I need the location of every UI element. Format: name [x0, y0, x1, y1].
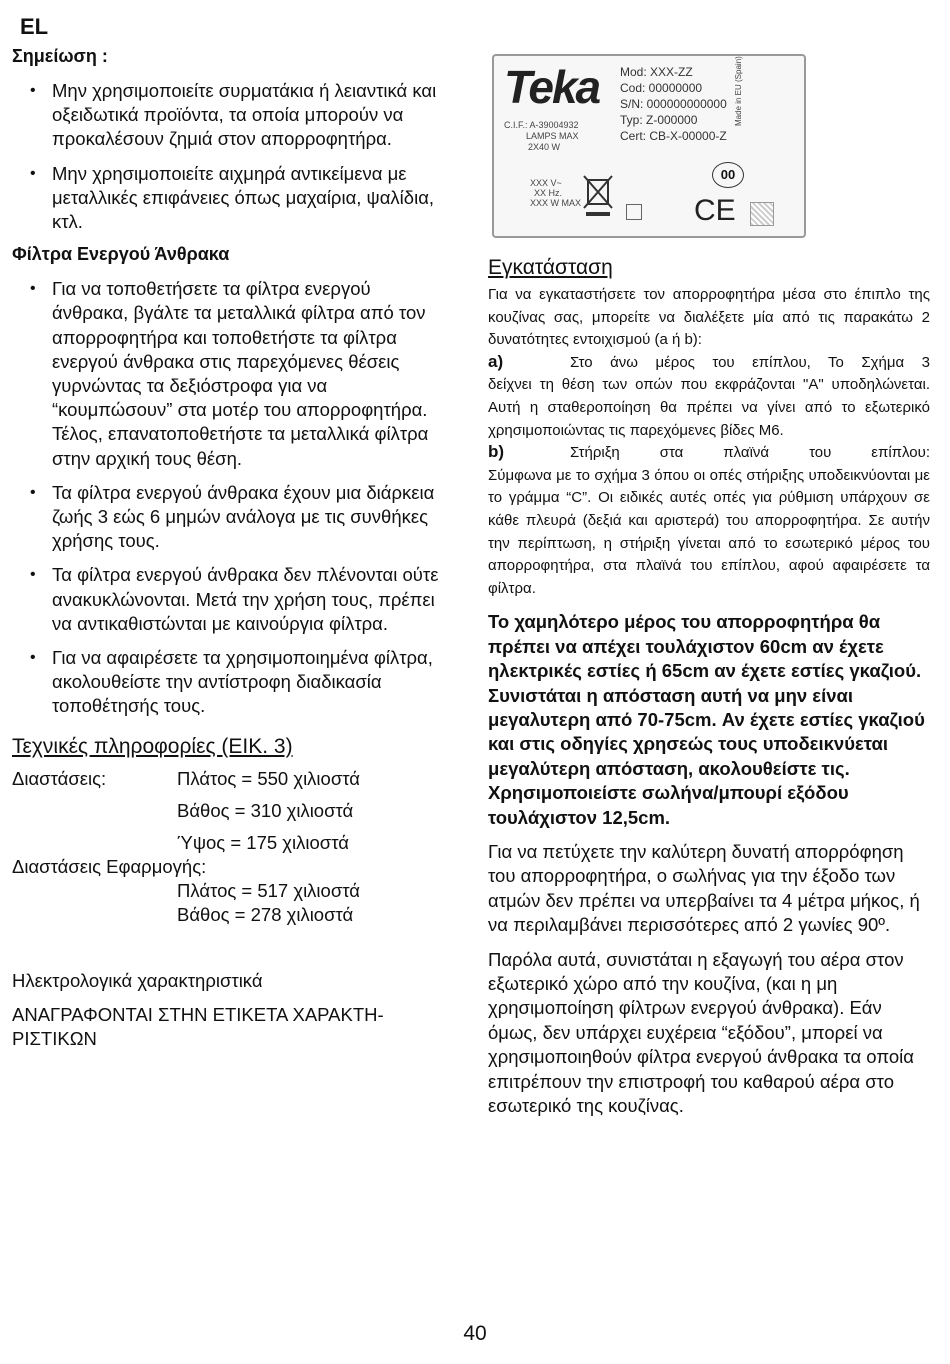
duct-paragraph: Για να πετύχετε την καλύτερη δυνατή απορρόφηση του απορροφητήρα, ο σωλήνας για την έξοδο των ατμών δεν πρέπει να υπερβαίνει τα 4 μέτρα μήκος, ή να περιλαμβάνει περισσότερες από 2 γωνίες 90º. — [488, 840, 920, 936]
cert-text: Cert: CB-X-00000-Z — [620, 129, 727, 143]
option-a-label: a) — [488, 351, 504, 371]
clearance-warning: Το χαμηλότερο μέρος του απορροφητήρα θα πρέπει να απέχει τουλάχιστον 60cm αν έχετε ηλεκτρικές εστίες ή 65cm αν έχετε εστίες γκαζιού. Συνιστάται η απόσταση αυτή να μην είναι μεγαλυτερη από 70-75cm. Αν έχετε εστίες γκαζιού και στις οδηγίες χρησεώς τους υποδεικνύεται μεγαλύτερη απόσταση, ακολουθείστε τις. Χρησιμοποιείστε σωλήνα/μπουρί εξόδου τουλάχιστον 12,5cm. — [488, 611, 925, 828]
list-item: • Τα φίλτρα ενεργού άνθρακα έχουν μια διάρκεια ζωής 3 εώς 6 μημών ανάλογα με τις συνθήκες χρήσης τους. — [12, 481, 452, 554]
app-depth-value: Βάθος = 278 χιλιοστά — [177, 903, 354, 925]
list-item: • Για να τοποθετήσετε τα φίλτρα ενεργού άνθρακα, βγάλτε τα μεταλλικά φίλτρα από τον απορροφητήρα και τοποθετήστε τα φίλτρα ενεργού άνθρακα στις παρεχόμενες θέσεις γυρνώντας τα δεξιόστροφα για να “κουμπώσουν” στα μοτέρ του απορροφητήρα. Τέλος, επανατοποθετήστε τα μεταλλικά φίλτρα στην αρχική τους θέση. — [12, 277, 452, 471]
note-list — [12, 79, 452, 234]
install-intro: Για να εγκαταστήσετε τον απορροφητήρα μέσα στο έπιπλο της κουζίνας σας, μπορείτε να διαλέξετε μία από τις παρακάτω 2 δυνατότητες εντοιχισμού (a ή b): — [488, 286, 930, 349]
note-title: Σημείωση : — [12, 46, 108, 66]
height-value: Ύψος = 175 χιλιοστά — [177, 831, 349, 853]
spec-block — [12, 767, 452, 927]
extraction-paragraph: Παρόλα αυτά, συνιστάται η εξαγωγή του αέρα στον εξωτερικό χώρο από την κουζίνα, (και η μη χρησιμοποίηση φίλτρων ενεργού άνθρακα). Εάν όμως, δεν υπάρχει ευχέρεια “εξόδου”, μπορεί να χρησιμοποιηθούν φίλτρα ενεργού άνθρακα τα οποία επιτρέπουν την επιστροφή του καθαρού αέρα στο εσωτερικό της κουζίνας. — [488, 948, 914, 1117]
left-column — [12, 46, 452, 1051]
tech-title: Τεχνικές πληροφορίες (ΕΙΚ. 3) — [12, 734, 293, 758]
list-item: • Μην χρησιμοποιείτε αιχμηρά αντικείμενα με μεταλλικές επιφάνειες όπως μαχαίρια, ψαλίδια, κτλ. — [12, 162, 452, 235]
electrical-title: Ηλεκτρολογικά χαρακτηριστικά — [12, 969, 263, 991]
width-value: Πλάτος = 550 χιλιοστά — [177, 767, 360, 789]
qr-icon — [750, 202, 774, 226]
depth-value: Βάθος = 310 χιλιοστά — [177, 799, 354, 821]
dims-label: Διαστάσεις: — [12, 767, 107, 789]
option-a-text: δείχνει τη θέση των οπών που εκφράζονται "A" υποδηλώνεται. Αυτή η σταθεροποίηση θα πρέπει να γίνει από το εξωτερικό χρησιμοποιώντας τις παρεχόμενες βίδες M6. — [488, 376, 930, 439]
lamps-value: 2X40 W — [528, 142, 561, 152]
cod-text: Cod: 00000000 — [620, 81, 703, 95]
sn-text: S/N: 000000000000 — [620, 97, 727, 111]
filters-title: Φίλτρα Ενεργού Άνθρακα — [12, 244, 230, 265]
language-code: EL — [20, 14, 49, 39]
rating-label-image — [492, 54, 806, 238]
mod-text: Mod: XXX-ZZ — [620, 65, 693, 79]
option-b-first: Στήριξη στα πλαϊνά του επίπλου: — [570, 444, 930, 462]
typ-text: Typ: Z-000000 — [620, 113, 698, 127]
install-title: Εγκατάσταση — [488, 256, 613, 279]
made-in-text: Made in EU (Spain) — [734, 56, 743, 126]
app-dims-label: Διαστάσεις Εφαρμογής: — [12, 855, 207, 877]
voltage-text: XXX V~ — [530, 178, 562, 188]
filters-list — [12, 277, 452, 718]
electrical-note: ΑΝΑΓΡΑΦΟΝΤΑΙ ΣΤΗΝ ΕΤΙΚΕΤΑ ΧΑΡΑΚΤΗ-ΡΙΣΤΙΚΩΝ — [12, 1003, 384, 1049]
page-number: 40 — [463, 1322, 487, 1345]
teka-logo: Teka — [504, 61, 600, 113]
double-insulation-icon — [626, 204, 642, 220]
list-item: • Μην χρησιμοποιείτε συρματάκια ή λειαντικά και οξειδωτικά προϊόντα, τα οποία μπορούν να προκαλέσουν ζημιά στον απορροφητήρα. — [12, 79, 452, 152]
hz-text: XX Hz. — [534, 188, 563, 198]
right-column — [488, 256, 930, 1128]
class-badge: 00 — [712, 162, 744, 188]
ce-mark: CE — [694, 194, 736, 227]
option-b-text: Σύμφωνα με το σχήμα 3 όπου οι οπές στήριξης υποδεικνύονται με το γράμμα “C”. Οι ειδικές αυτές οπές για ρύθμιση υπάρχουν σε κάθε πλευρά (δεξιά και αριστερά) του απορροφητήρα. Σε αυτήν την περίπτωση, η στήριξη γίνεται από το εσωτερικό μέρος του απορροφητήρα, στα πλαϊνά του επίπλου, αφού αφαιρέσετε τα φίλτρα. — [488, 466, 930, 597]
option-b-label: b) — [488, 442, 505, 462]
cif-text: C.I.F.: A-39004932 — [504, 120, 579, 130]
list-item: • Τα φίλτρα ενεργού άνθρακα δεν πλένονται ούτε ανακυκλώνονται. Μετά την χρήση τους, πρέπει να αντικαθιστώνται με καινούργια φίλτρα. — [12, 563, 452, 636]
app-width-value: Πλάτος = 517 χιλιοστά — [177, 879, 360, 901]
lamps-text: LAMPS MAX — [526, 131, 579, 141]
option-a-first: Στο άνω μέρος του επίπλου, Το Σχήμα 3 — [570, 353, 930, 371]
list-item: • Για να αφαιρέσετε τα χρησιμοποιημένα φίλτρα, ακολουθείστε την αντίστροφη διαδικασία τοποθέτησής τους. — [12, 646, 452, 719]
bin-icon — [580, 168, 616, 218]
watt-text: XXX W MAX — [530, 198, 582, 208]
